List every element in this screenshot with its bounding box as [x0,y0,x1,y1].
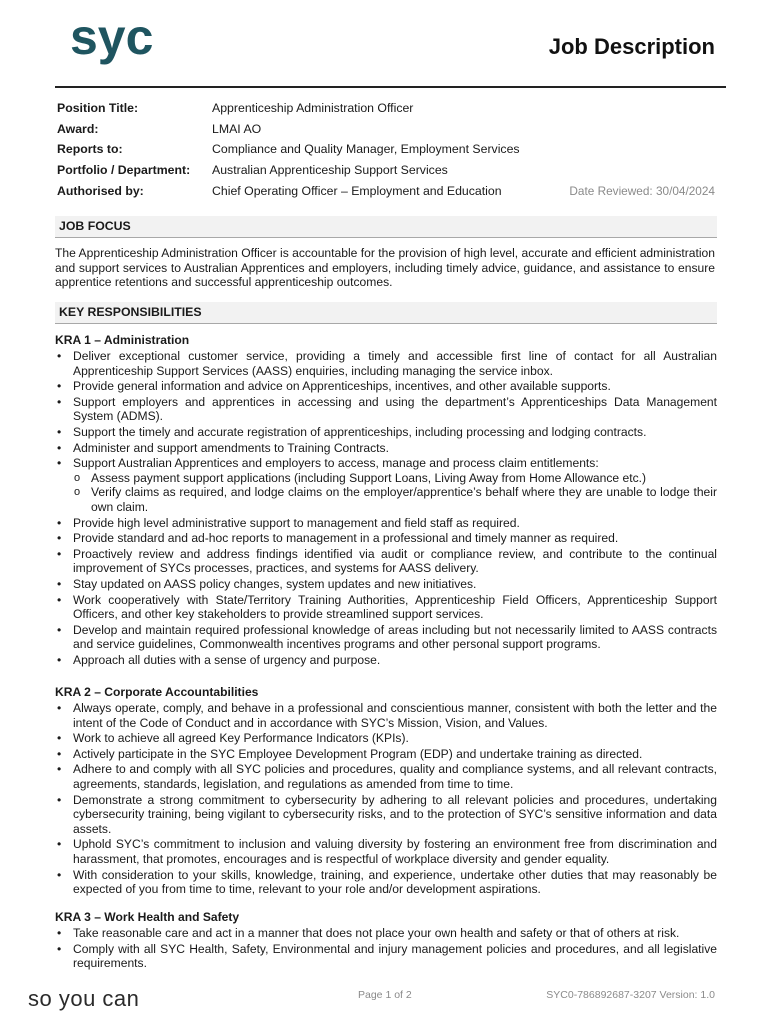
date-reviewed: Date Reviewed: 30/04/2024 [569,183,715,198]
syc-logo [68,14,178,80]
kra-3-list [55,926,717,971]
list-item: • Demonstrate a strong commitment to cybersecurity by adhering to all relevant policies and procedures, undertaking cybersecurity training, being vigilant to cybersecurity risks, and to the protection of SYC’s sensitive information and data assets. [55,793,717,837]
kra-2-list [55,701,717,897]
header-rule [55,86,726,88]
list-item: • Actively participate in the SYC Employee Development Program (EDP) and undertake training as directed. [55,747,717,762]
job-focus-text: The Apprenticeship Administration Officer is accountable for the provision of high level, accurate and efficient administration and support services to Australian Apprentices and employers, including timely advice, guidance, and assistance to ensure apprentice retentions and successful apprenticeship outcomes. [55,246,715,290]
syc-logo-text: syc [70,14,154,65]
list-item: • Proactively review and address findings identified via audit or compliance review, and contribute to the continual improvement of SYCs processes, practices, and systems for AASS delivery. [55,547,717,576]
job-focus-heading: JOB FOCUS [55,216,717,238]
footer-brand-tagline: so you can [28,986,140,1011]
list-item: • Work cooperatively with State/Territory Training Authorities, Apprenticeship Field Officers, Apprenticeship Support Officers, and other key stakeholders to provide streamlined support services. [55,593,717,622]
info-value: Chief Operating Officer – Employment and Education [212,183,502,198]
info-label: Reports to: [57,142,123,157]
info-value: Australian Apprenticeship Support Services [212,163,448,178]
list-item: • Deliver exceptional customer service, providing a timely and accessible first line of contact for all Australian Apprenticeship Support Services (AASS) enquiries, including managing the service inbox. [55,349,717,378]
kra-2-section [55,685,717,898]
info-row-authorised-by [57,184,717,205]
info-label: Authorised by: [57,183,144,198]
list-item: • Provide high level administrative support to management and field staff as required. [55,516,717,531]
info-value: LMAI AO [212,121,262,136]
kra-title: KRA 1 – Administration [55,333,190,347]
list-item: • Adhere to and comply with all SYC policies and procedures, quality and compliance systems, and all relevant contracts, agreements, standards, legislation, and regulations as amended from time to time. [55,762,717,791]
list-item-text: Support Australian Apprentices and employers to access, manage and process claim entitlements: [73,456,599,471]
info-row-position-title [57,101,717,122]
list-item-with-subitems [55,456,717,514]
list-item: • Support employers and apprentices in accessing and using the department’s Apprenticeships Data Management System (ADMS). [55,395,717,424]
kra-title: KRA 2 – Corporate Accountabilities [55,685,259,699]
sub-list-item: o Assess payment support applications (including Support Loans, Living Away from Home Allowance etc.) [73,471,717,486]
info-value: Apprenticeship Administration Officer [212,101,414,115]
list-item: • Approach all duties with a sense of urgency and purpose. [55,653,717,668]
key-responsibilities-heading: KEY RESPONSIBILITIES [55,302,717,324]
list-item: • With consideration to your skills, knowledge, training, and experience, undertake other duties that may reasonably be expected of you from time to time, relevant to your role and/or development aspirations. [55,868,717,897]
list-item: • Comply with all SYC Health, Safety, Environmental and injury management policies and procedures, and all legislative requirements. [55,942,717,971]
list-item: • Always operate, comply, and behave in a professional and conscientious manner, consistent with both the letter and the intent of the Code of Conduct and in accordance with SYC’s Mission, Vision, and Values. [55,701,717,730]
document-title: Job Description [548,34,715,59]
info-row-award [57,122,717,143]
info-label: Portfolio / Department: [57,163,191,178]
list-item: • Provide standard and ad-hoc reports to management in a professional and timely manner as required. [55,531,717,546]
info-row-reports-to [57,142,717,163]
page-number: Page 1 of 2 [358,989,412,1001]
list-item: • Take reasonable care and act in a manner that does not place your own health and safety or that of others at risk. [55,926,717,941]
position-info-table [57,101,717,204]
list-item: • Develop and maintain required professional knowledge of areas including but not necessarily limited to AASS contracts and service guidelines, Commonwealth incentives programs and other personal support programs. [55,623,717,652]
document-reference: SYC0-786892687-3207 Version: 1.0 [546,989,715,1001]
list-item: • Support the timely and accurate registration of apprenticeships, including processing and lodging contracts. [55,425,717,440]
list-item: • Uphold SYC’s commitment to inclusion and valuing diversity by fostering an environment free from discrimination and harassment, that promotes, encourages and is respectful of workplace diversity and gender equality. [55,837,717,866]
list-item: • Provide general information and advice on Apprenticeships, incentives, and other available supports. [55,379,717,394]
info-value: Compliance and Quality Manager, Employment Services [212,142,520,157]
list-item: • Stay updated on AASS policy changes, system updates and new initiatives. [55,577,717,592]
sub-list [73,471,717,515]
list-item: • Work to achieve all agreed Key Performance Indicators (KPIs). [55,731,717,746]
kra-1-section [55,333,717,668]
kra-1-list [55,349,717,667]
info-row-portfolio [57,163,717,184]
info-label: Position Title: [57,101,139,115]
kra-3-section [55,910,717,972]
sub-list-item: o Verify claims as required, and lodge claims on the employer/apprentice’s behalf where they are unable to lodge their own claim. [73,485,717,514]
info-label: Award: [57,121,99,136]
list-item: • Administer and support amendments to Training Contracts. [55,441,717,456]
kra-title: KRA 3 – Work Health and Safety [55,910,240,924]
